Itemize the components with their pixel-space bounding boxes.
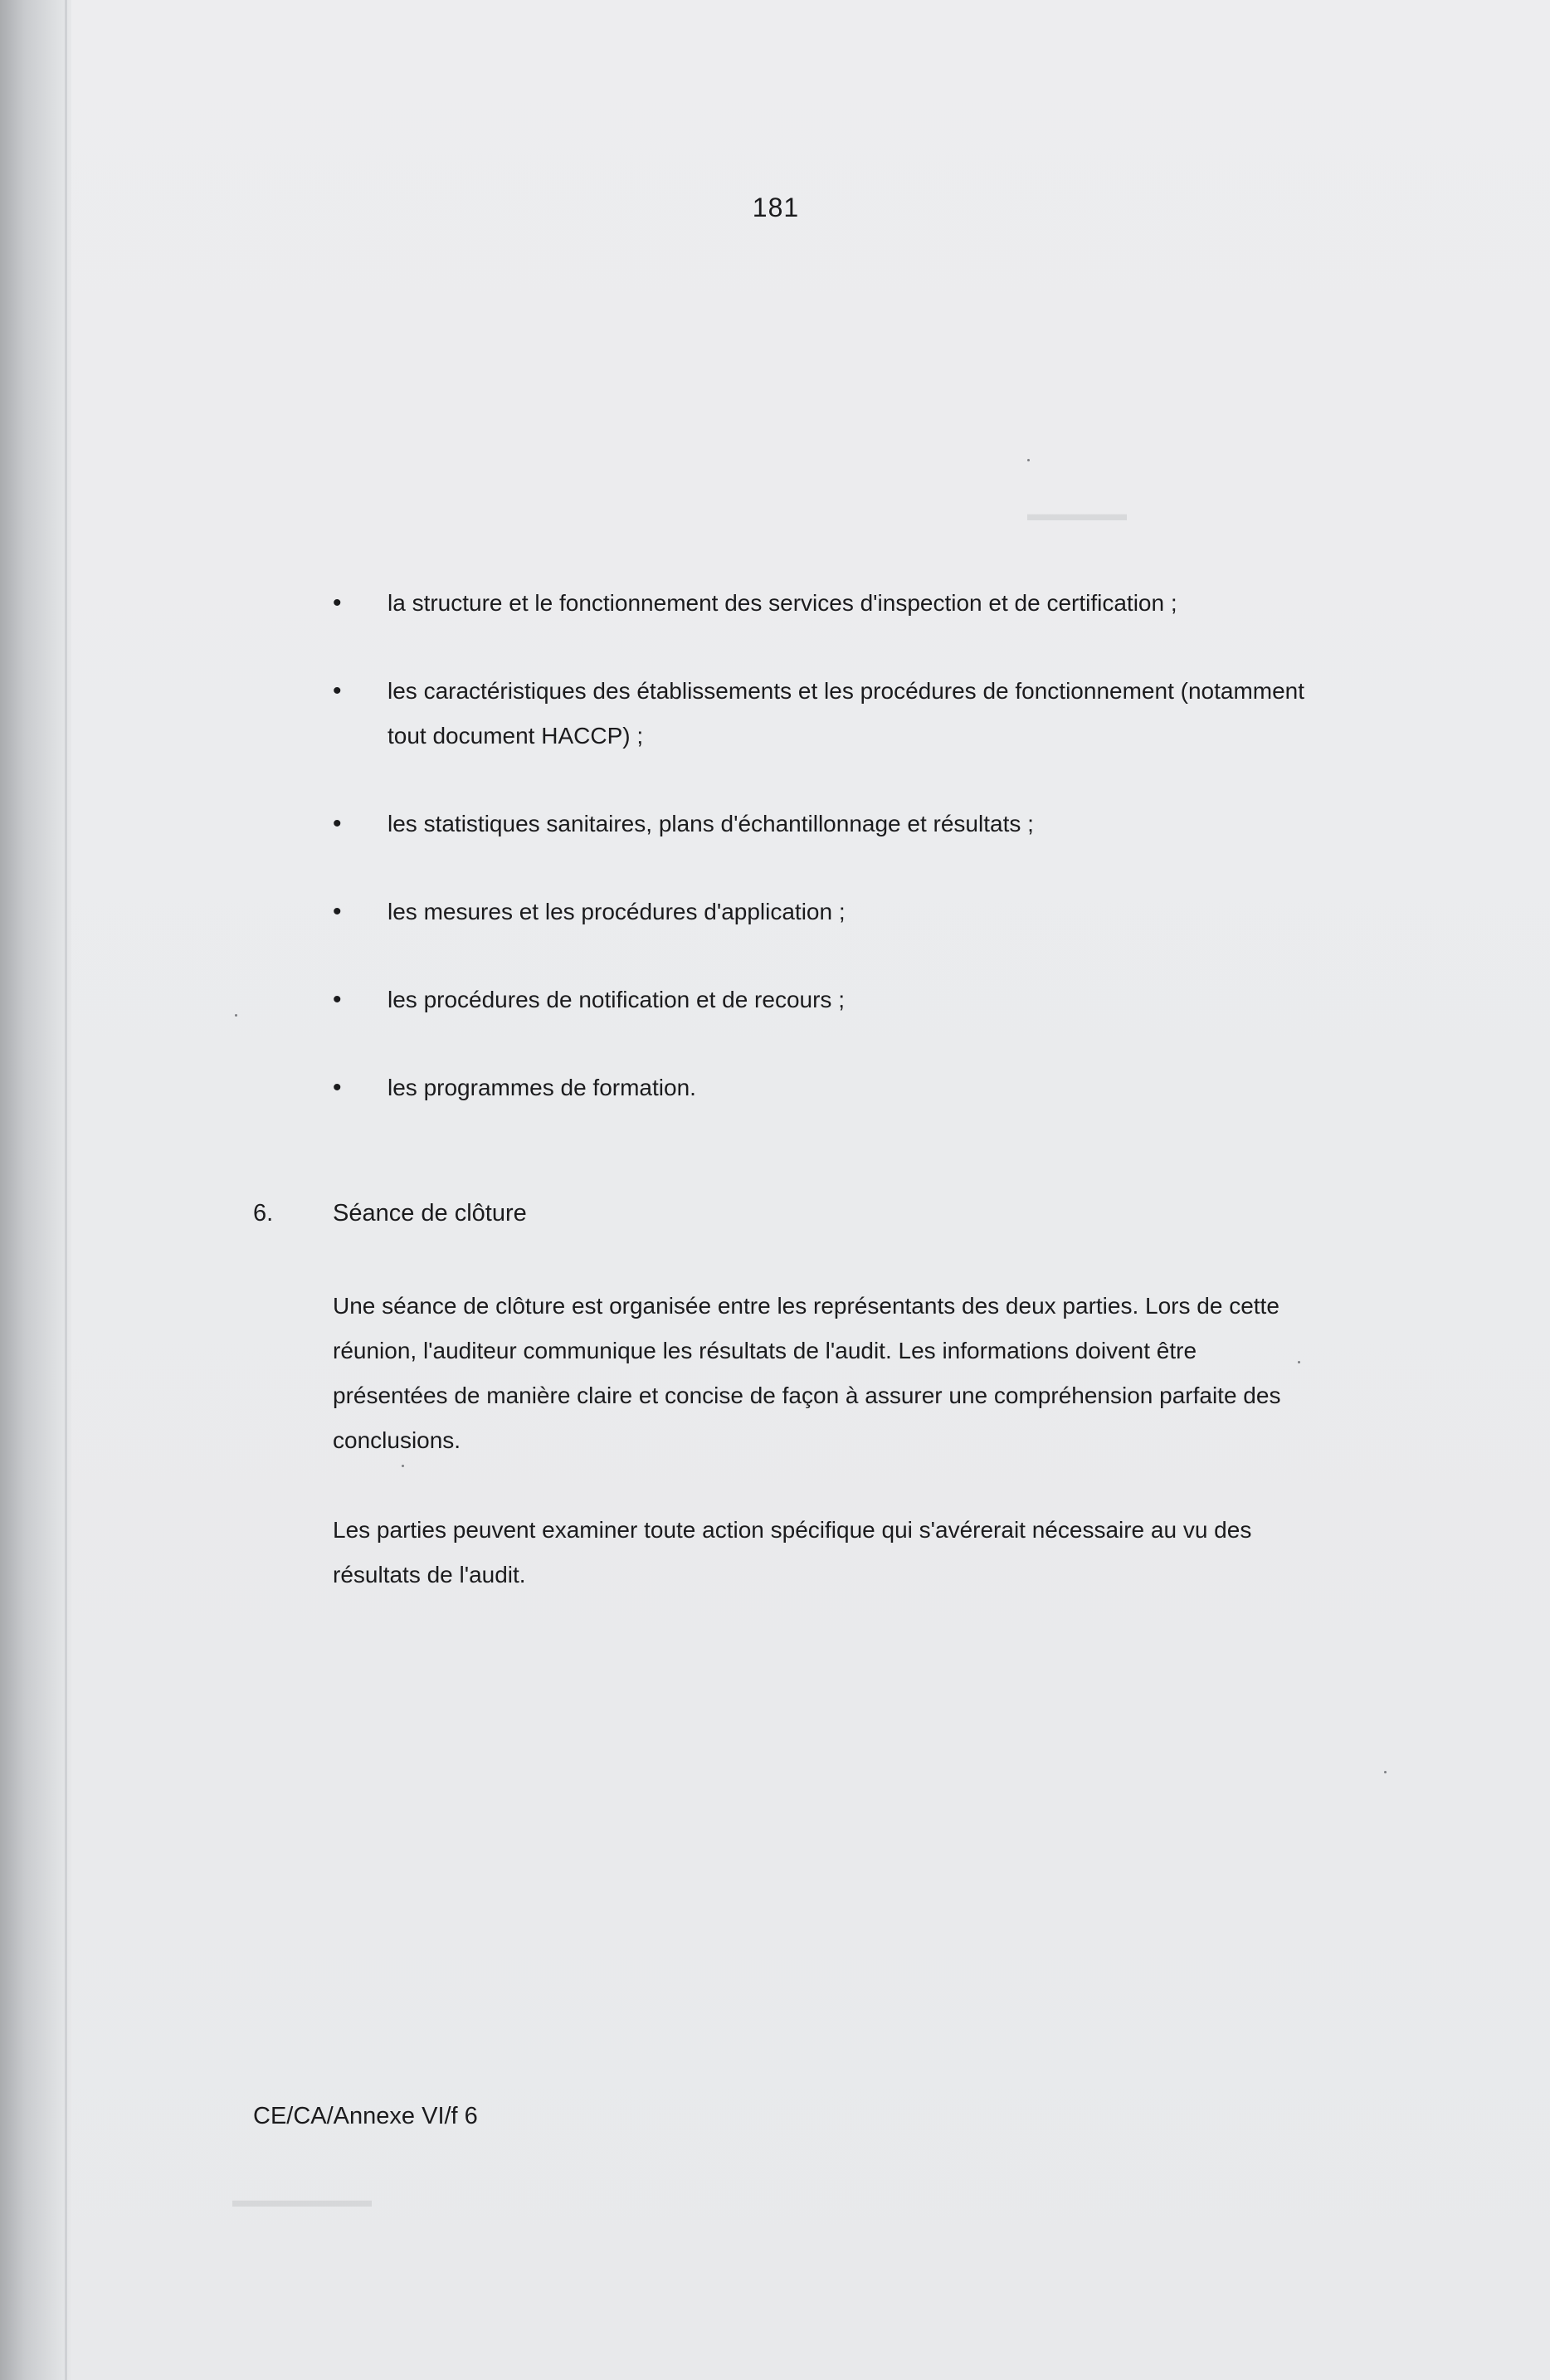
section-number: 6. xyxy=(253,1200,274,1227)
paper-speck xyxy=(1298,1361,1300,1363)
document-reference: CE/CA/Annexe VI/f 6 xyxy=(253,2103,478,2129)
bullet-icon: • xyxy=(333,986,342,1013)
page-edge xyxy=(65,0,67,2380)
list-item xyxy=(324,669,1311,758)
list-item xyxy=(324,802,1311,846)
binding-shadow xyxy=(0,0,71,2380)
bleed-through-text: ▬▬▬▬▬▬▬ xyxy=(232,2189,372,2212)
section-paragraph: Une séance de clôture est organisée entre les représentants des deux parties. Lors de cette réunion, l'auditeur communique les résultats de l'audit. Les informations doivent être présentées de manière claire et concise de façon à assurer une compréhension parfaite des conclusions. xyxy=(333,1293,1281,1453)
page-number: 181 xyxy=(752,193,800,222)
section-title: Séance de clôture xyxy=(333,1200,527,1227)
bullet-icon: • xyxy=(333,677,342,705)
bullet-list xyxy=(324,581,1311,1153)
paper-speck xyxy=(1027,459,1030,461)
bullet-icon: • xyxy=(333,898,342,925)
section-heading xyxy=(253,1200,527,1227)
document-page xyxy=(71,0,1550,2380)
bullet-icon: • xyxy=(333,1074,342,1101)
list-item-text: les caractéristiques des établissements et les procédures de fonctionnement (notamment tout document HACCP) ; xyxy=(388,678,1305,749)
bullet-icon: • xyxy=(333,810,342,837)
section-paragraph: Les parties peuvent examiner toute action spécifique qui s'avérerait nécessaire au vu des résultats de l'audit. xyxy=(333,1517,1252,1587)
list-item xyxy=(324,978,1311,1022)
list-item-text: la structure et le fonctionnement des services d'inspection et de certification ; xyxy=(388,590,1177,616)
paper-speck xyxy=(235,1014,237,1017)
list-item-text: les procédures de notification et de recours ; xyxy=(388,987,845,1012)
list-item-text: les mesures et les procédures d'application ; xyxy=(388,899,846,924)
bullet-icon: • xyxy=(333,589,342,617)
list-item-text: les statistiques sanitaires, plans d'échantillonnage et résultats ; xyxy=(388,811,1034,836)
list-item xyxy=(324,581,1311,626)
paper-speck xyxy=(1384,1771,1387,1773)
list-item xyxy=(324,1066,1311,1110)
paper-speck xyxy=(402,1465,404,1467)
list-item-text: les programmes de formation. xyxy=(388,1075,696,1100)
list-item xyxy=(324,890,1311,934)
bleed-through-text: ▬▬▬▬▬ xyxy=(1027,503,1127,525)
